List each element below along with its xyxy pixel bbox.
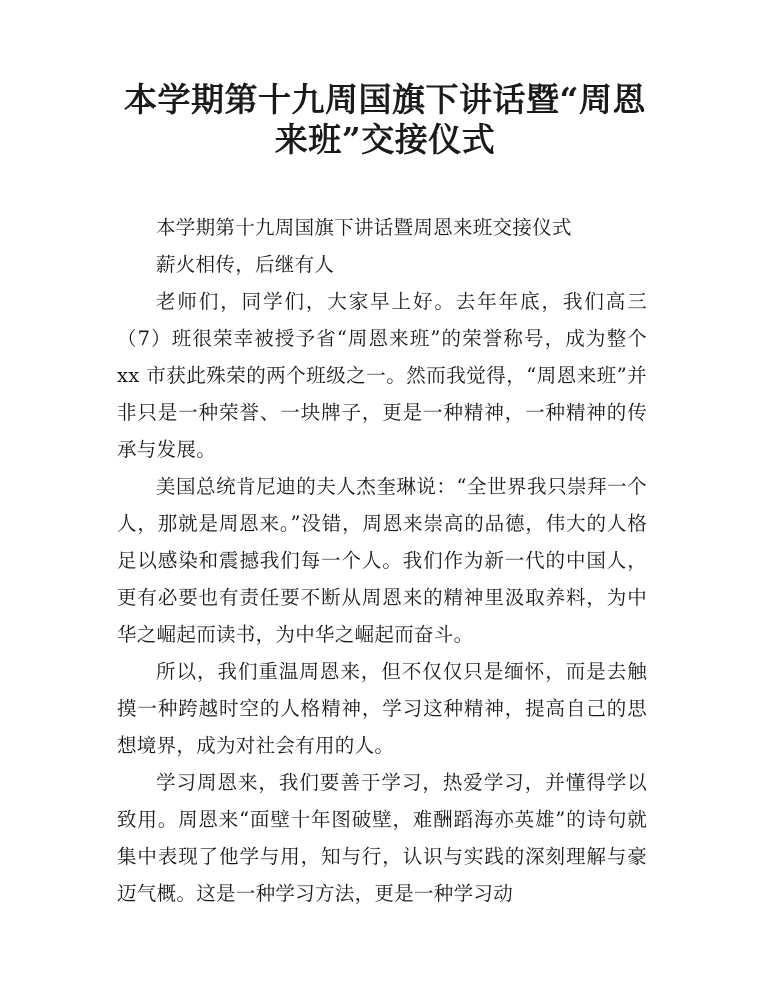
paragraph-reflection: 所以，我们重温周恩来，但不仅仅只是缅怀，而是去触摸一种跨越时空的人格精神，学习这种精神，提高自己的思想境界，成为对社会有用的人。 xyxy=(117,660,647,757)
paragraph-quote: 美国总统肯尼迪的夫人杰奎琳说：“全世界我只崇拜一个人，那就是周恩来。”没错，周恩来崇高的品德，伟大的人格足以感染和震撼我们每一个人。我们作为新一代的中国人，更有必要也有责任要不断从周恩来的精神里汲取养料，为中华之崛起而读书，为中华之崛起而奋斗。 xyxy=(117,475,647,646)
paragraph-learning: 学习周恩来，我们要善于学习，热爱学习，并懂得学以致用。周恩来“面壁十年图破壁，难酬蹈海亦英雄”的诗句就集中表现了他学与用，知与行，认识与实践的深刻理解与豪迈气概。这是一种学习方法，更是一种学习动 xyxy=(117,771,647,905)
paragraph-theme: 薪火相传，后继有人 xyxy=(156,253,335,276)
paragraph-greeting: 老师们，同学们，大家早上好。去年年底，我们高三（7）班很荣幸被授予省“周恩来班”的荣誉称号，成为整个 xx 市获此殊荣的两个班级之一。然而我觉得，“周恩来班”并非只是一种荣誉、一块牌子，更是一种精神，一种精神的传承与发展。 xyxy=(117,290,647,461)
paragraph-subtitle: 本学期第十九周国旗下讲话暨周恩来班交接仪式 xyxy=(156,216,572,239)
document-body xyxy=(117,209,647,912)
document-title: 本学期第十九周国旗下讲话暨“周恩来班”交接仪式 xyxy=(124,80,646,159)
